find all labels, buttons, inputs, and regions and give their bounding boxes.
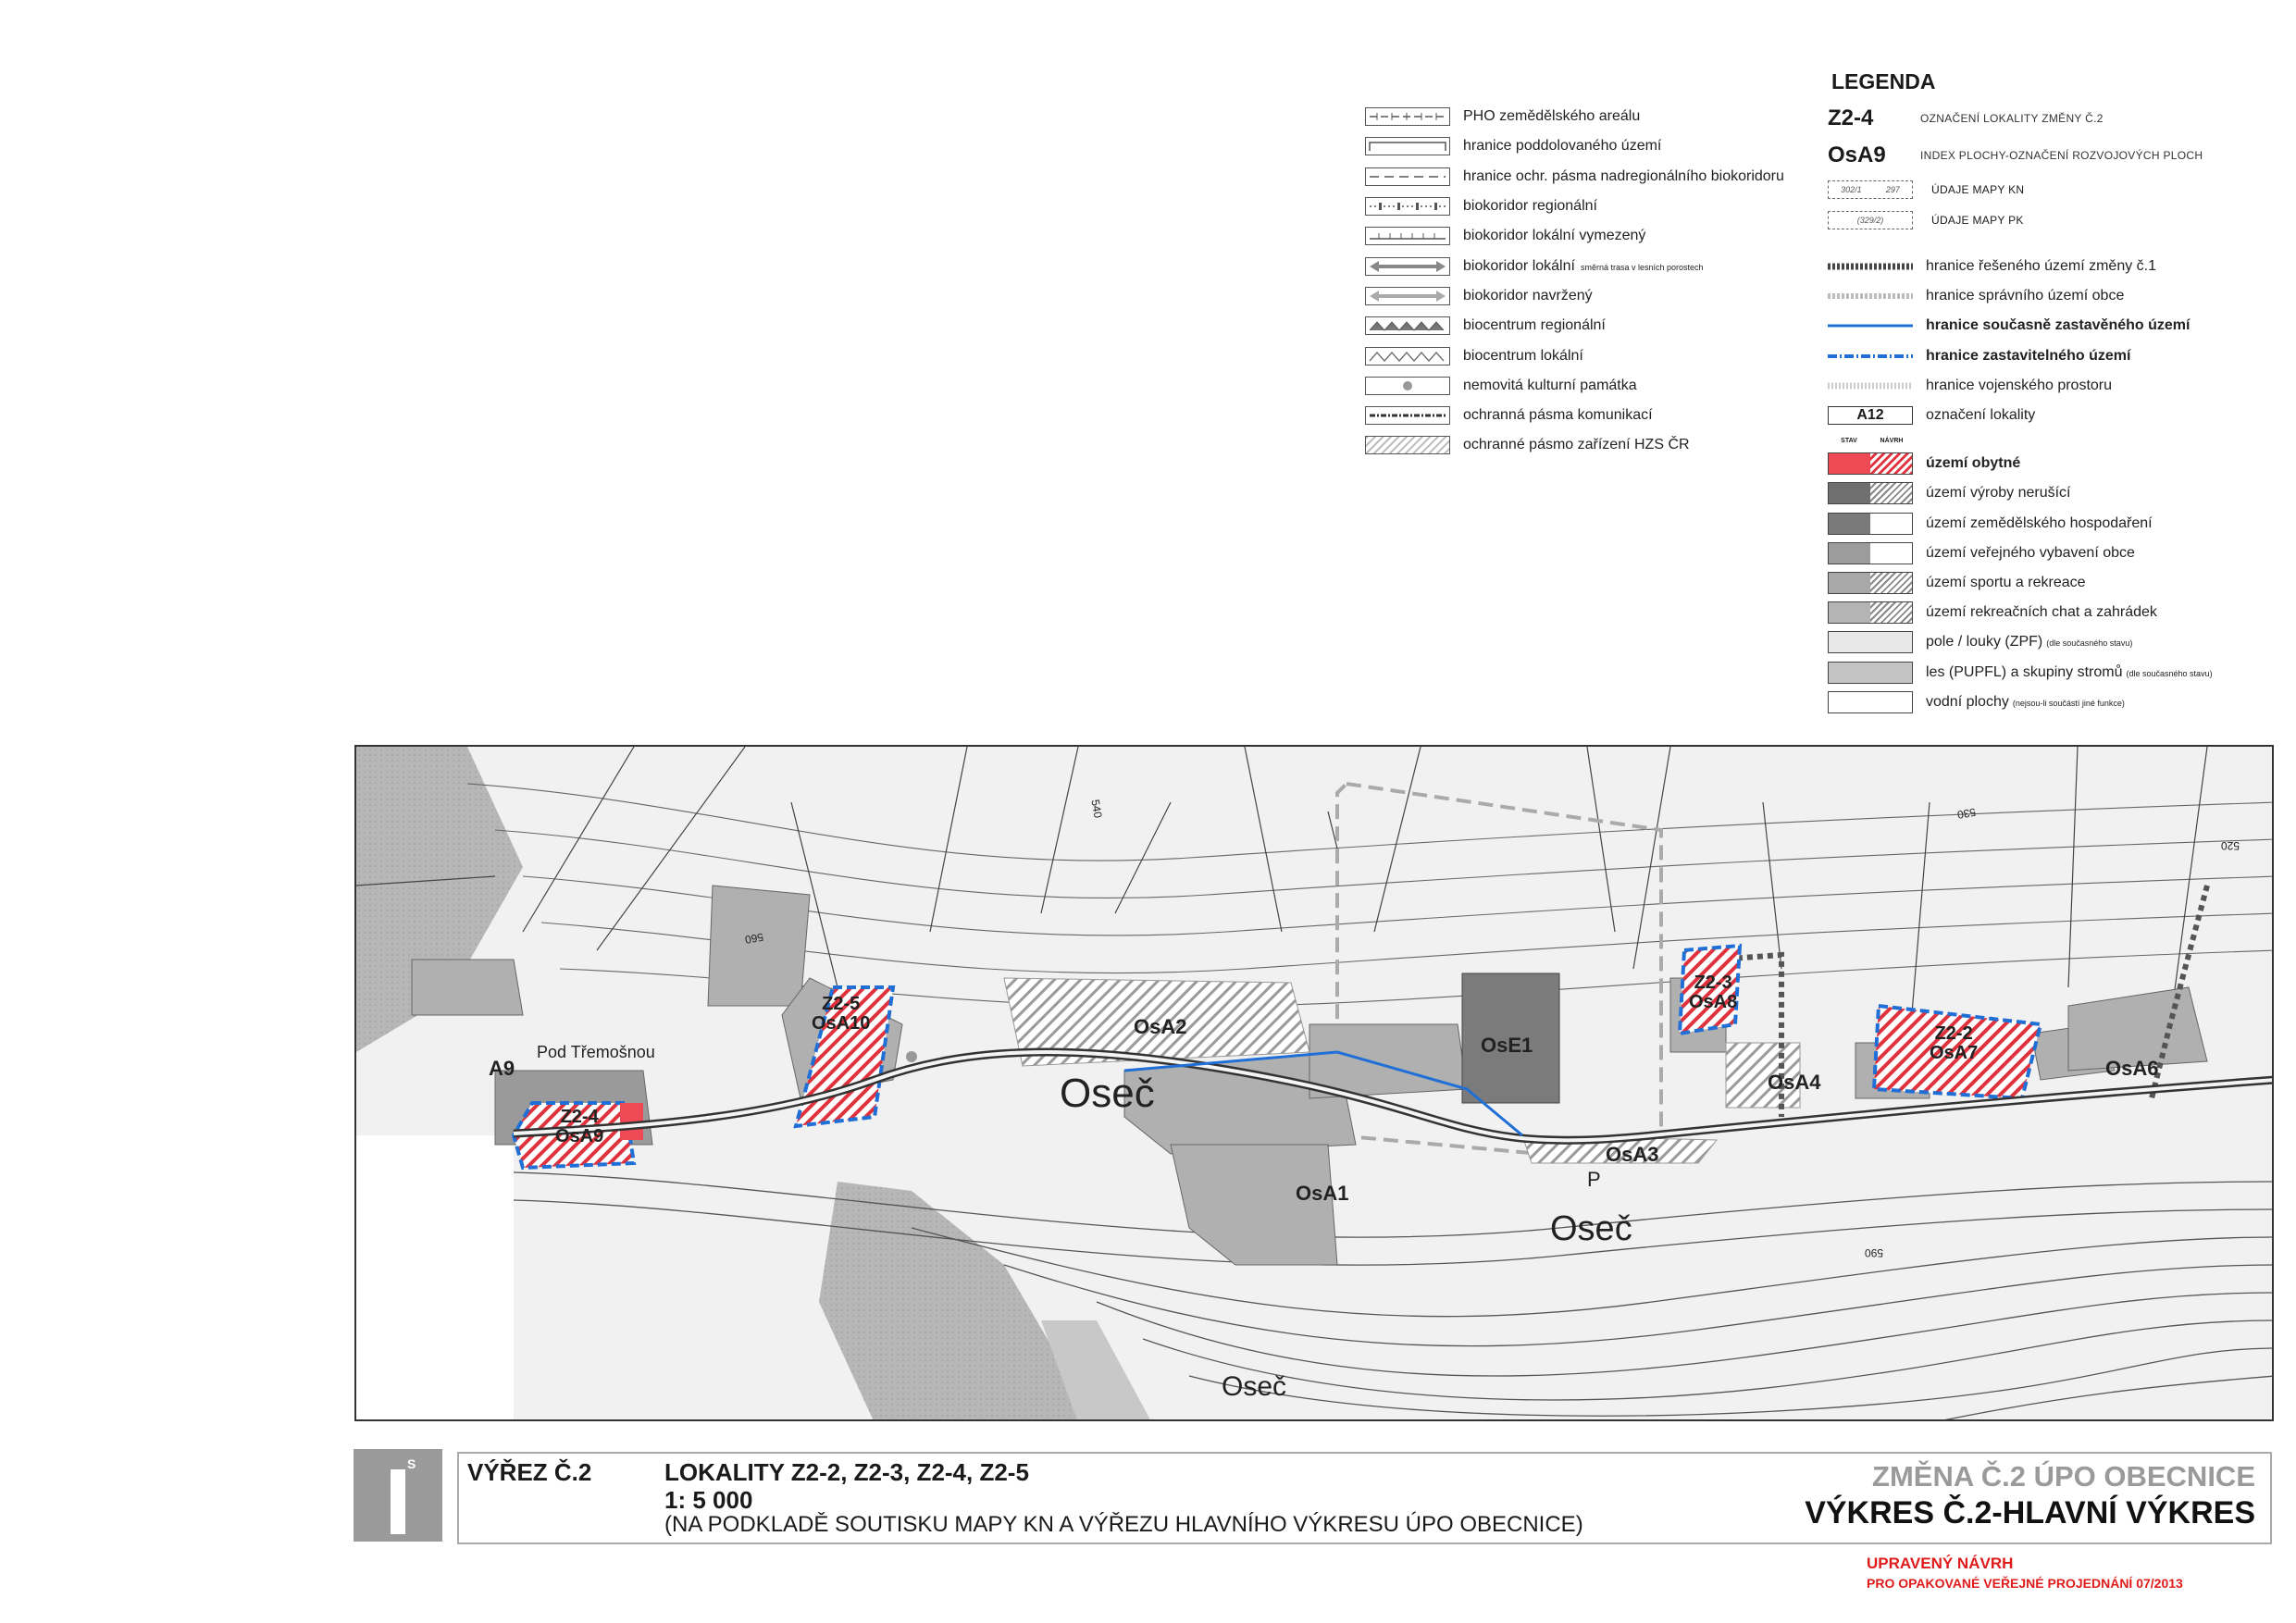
legend-code-index: OsA9: [1828, 142, 1886, 167]
swatch-navrh: [1870, 573, 1912, 593]
landuse-swatch-icon: [1828, 691, 1913, 713]
landuse-swatch-icon: [1828, 452, 1913, 475]
regional-corridor-icon: [1365, 197, 1450, 216]
road-buffer-icon: [1365, 406, 1450, 425]
blank-area: [356, 1135, 514, 1421]
local-biocentre-icon: [1365, 347, 1450, 365]
legend-boundary-item: [1828, 281, 2290, 311]
built-up-boundary-icon: [1828, 316, 1913, 335]
swatch-stav: [1829, 453, 1870, 474]
legend-left-column: [1365, 102, 1791, 461]
locality-label-osa1: OsA1: [1296, 1182, 1349, 1205]
legend-boundary-label: hranice současně zastavěného území: [1926, 317, 2191, 334]
legend-landuse-item: [1828, 688, 2290, 717]
legend-item-label: biocentrum regionální: [1463, 317, 1606, 334]
locality-label-p: P: [1587, 1168, 1601, 1191]
place-label-osec-main: Oseč: [1060, 1071, 1155, 1116]
landuse-swatch-icon: [1828, 513, 1913, 535]
change-label-z2-3[interactable]: [1689, 973, 1737, 1012]
legend-landuse-label: les (PUPFL) a skupiny stromů (dle současného stavu): [1926, 663, 2213, 680]
legend-item-label: nemovitá kulturní památka: [1463, 377, 1637, 393]
localities-title: LOKALITY Z2-2, Z2-3, Z2-4, Z2-5: [664, 1458, 1029, 1486]
contour-label: 530: [1955, 805, 1978, 822]
legend-item: [1365, 401, 1791, 430]
swatch-navrh: [1870, 543, 1912, 564]
landuse-swatch-icon: [1828, 601, 1913, 624]
legend-item-label: hranice poddolovaného území: [1463, 138, 1662, 155]
change-code: Z2-2: [1934, 1023, 1973, 1044]
landuse-swatch-icon: [1828, 662, 1913, 684]
place-label-osec-bottom: Oseč: [1222, 1371, 1287, 1402]
military-boundary-icon: [1828, 377, 1913, 395]
legend-landuse-item: [1828, 539, 2290, 568]
legend-item: [1365, 311, 1791, 341]
locality-label-osa3: OsA3: [1606, 1143, 1659, 1166]
legend-boundary-label: hranice zastavitelného území: [1926, 347, 2131, 364]
legend-code-row: [1828, 100, 2290, 137]
cutout-number: VÝŘEZ Č.2: [467, 1458, 592, 1486]
locality-label-ose1: OsE1: [1481, 1034, 1533, 1057]
drawing-title: VÝKRES Č.2-HLAVNÍ VÝKRES: [1805, 1495, 2255, 1530]
kn-parcel-a: 302/1: [1841, 184, 1862, 194]
legend-item: [1365, 131, 1791, 161]
swatch-stav: [1829, 483, 1870, 503]
change-code: Z2-5: [822, 994, 861, 1014]
legend-landuse-item: [1828, 627, 2290, 657]
map-viewport[interactable]: [354, 745, 2274, 1421]
legend-kn-row: [1828, 174, 2290, 204]
legend-boundary-label: hranice správního území obce: [1926, 288, 2125, 304]
legend-code-change: Z2-4: [1828, 105, 1874, 130]
logo-bar: [391, 1469, 405, 1534]
legend-boundary-item: [1828, 341, 2290, 371]
change-label-z2-5[interactable]: [812, 995, 870, 1034]
contour-label: 590: [1865, 1246, 1884, 1259]
monument-dot-icon: [1365, 377, 1450, 395]
change-index: OsA9: [555, 1126, 604, 1146]
legend-pk-desc: ÚDAJE MAPY PK: [1931, 213, 2024, 227]
legend-item-label: biokoridor lokální vymezený: [1463, 228, 1646, 244]
legend-title: LEGENDA: [1831, 69, 1936, 93]
legend-landuse-item: [1828, 657, 2290, 687]
swatch-stav: [1829, 602, 1870, 623]
legend-boundary-label: hranice vojenského prostoru: [1926, 377, 2113, 393]
legend-item: [1365, 162, 1791, 192]
locality-label-osa6: OsA6: [2105, 1057, 2159, 1080]
place-label-osec-south: Oseč: [1550, 1209, 1632, 1248]
swatch-stav: [1829, 573, 1870, 593]
legend-landuse-label: území výroby nerušící: [1926, 485, 2071, 502]
legend-code-change-desc: OZNAČENÍ LOKALITY ZMĚNY Č.2: [1920, 112, 2104, 125]
kn-parcel-b: 297: [1885, 184, 1900, 194]
legend-stav-navrh: [1828, 438, 2290, 449]
legend-pk-row: [1828, 204, 2290, 235]
swatch-full: [1829, 663, 1912, 683]
legend-item-label: biokoridor lokální směrná trasa v lesních porostech: [1463, 257, 1704, 274]
local-corridor-icon: [1365, 227, 1450, 245]
legend-item-label: hranice ochr. pásma nadregionálního biokoridoru: [1463, 167, 1784, 184]
change-index: OsA10: [812, 1013, 871, 1034]
navrh-label: NÁVRH: [1880, 438, 1904, 445]
locality-tag-icon: A12: [1828, 406, 1913, 425]
legend-item: [1365, 341, 1791, 370]
revision-status: UPRAVENÝ NÁVRH: [1867, 1555, 2014, 1572]
fire-rescue-buffer-icon: [1365, 436, 1450, 454]
stav-label: STAV: [1841, 438, 1857, 445]
legend-boundary-label: hranice řešeného území změny č.1: [1926, 258, 2157, 275]
legend-item-label: biokoridor navržený: [1463, 287, 1593, 304]
change-label-z2-2[interactable]: [1930, 1024, 1978, 1063]
legend-item: [1365, 371, 1791, 401]
legend-landuse-label: území zemědělského hospodaření: [1926, 514, 2153, 531]
logo: [354, 1449, 442, 1542]
document-title: ZMĚNA Č.2 ÚPO OBECNICE: [1872, 1460, 2255, 1493]
proposed-corridor-icon: [1365, 287, 1450, 305]
legend-item-label: biokoridor regionální: [1463, 198, 1597, 215]
locality-label-osa2: OsA2: [1134, 1015, 1187, 1038]
landuse-swatch-icon: [1828, 482, 1913, 504]
legend-item: [1365, 430, 1791, 460]
legend-boundary-item: [1828, 401, 2290, 430]
legend-landuse-label: území veřejného vybavení obce: [1926, 544, 2135, 561]
map-canvas: [356, 747, 2274, 1421]
swatch-navrh: [1870, 514, 1912, 534]
monument-dot-icon: [906, 1051, 917, 1062]
revision-note: PRO OPAKOVANÉ VEŘEJNÉ PROJEDNÁNÍ 07/2013: [1867, 1576, 2183, 1591]
legend-boundary-item: [1828, 252, 2290, 281]
legend-code-index-desc: INDEX PLOCHY-OZNAČENÍ ROZVOJOVÝCH PLOCH: [1920, 149, 2203, 162]
map-scale: 1: 5 000: [664, 1486, 753, 1514]
legend-boundary-item: [1828, 371, 2290, 401]
legend-landuse-note: (dle současného stavu): [2126, 668, 2213, 678]
legend-item-label: ochranné pásmo zařízení HZS ČR: [1463, 437, 1690, 453]
legend-item: [1365, 192, 1791, 221]
pho-line-icon: [1365, 107, 1450, 126]
swatch-navrh: [1870, 483, 1912, 503]
swatch-stav: [1829, 543, 1870, 564]
swatch-navrh: [1870, 602, 1912, 623]
legend-landuse-item: [1828, 449, 2290, 478]
legend-boundary-label: označení lokality: [1926, 407, 2036, 424]
logo-letter: S: [407, 1456, 416, 1471]
legend-right-column: [1828, 69, 2290, 717]
legend-landuse-label: území sportu a rekreace: [1926, 574, 2086, 590]
supraregional-corridor-buffer-icon: [1365, 167, 1450, 186]
legend-item-label: PHO zemědělského areálu: [1463, 108, 1641, 125]
locality-label-a9: A9: [489, 1057, 515, 1080]
legend-item: [1365, 102, 1791, 131]
legend-landuse-item: [1828, 598, 2290, 627]
legend-boundary-list: [1828, 252, 2290, 430]
basemap-note: (NA PODKLADĚ SOUTISKU MAPY KN A VÝŘEZU HLAVNÍHO VÝKRESU ÚPO OBECNICE): [664, 1512, 1583, 1537]
contour-label: 520: [2221, 839, 2240, 852]
legend-item-note: směrná trasa v lesních porostech: [1580, 262, 1704, 272]
swatch-full: [1829, 632, 1912, 652]
legend-landuse-note: (dle současného stavu): [2046, 638, 2133, 649]
municipal-boundary-icon: [1828, 287, 1913, 305]
legend-item: [1365, 281, 1791, 311]
legend-landuse-item: [1828, 509, 2290, 539]
legend-kn-desc: ÚDAJE MAPY KN: [1931, 182, 2025, 196]
legend-boundary-item: [1828, 311, 2290, 341]
locality-label-osa4: OsA4: [1768, 1071, 1821, 1094]
change-code: Z2-3: [1694, 973, 1732, 993]
legend-landuse-label: vodní plochy (nejsou-li součástí jiné funkce): [1926, 693, 2125, 710]
legend-landuse-item: [1828, 568, 2290, 598]
legend-code-row: [1828, 137, 2290, 174]
landuse-swatch-icon: [1828, 572, 1913, 594]
landuse-swatch-icon: [1828, 542, 1913, 564]
regional-biocentre-icon: [1365, 316, 1450, 335]
kn-parcel-icon: [1828, 180, 1913, 199]
pk-parcel-icon: [1828, 211, 1913, 229]
place-label-pod-tremosnou: Pod Třemošnou: [537, 1043, 655, 1061]
change-label-z2-4[interactable]: [555, 1108, 603, 1146]
legend-item-label: biocentrum lokální: [1463, 347, 1583, 364]
buildable-boundary-icon: [1828, 347, 1913, 365]
legend-landuse-item: [1828, 478, 2290, 508]
legend-landuse-label: území obytné: [1926, 455, 2021, 472]
change-code: Z2-4: [560, 1107, 599, 1127]
legend-item-label: ochranná pásma komunikací: [1463, 407, 1653, 424]
change-index: OsA8: [1689, 992, 1738, 1012]
swatch-navrh: [1870, 453, 1912, 474]
change-index: OsA7: [1930, 1043, 1979, 1063]
landuse-swatch-icon: [1828, 631, 1913, 653]
legend-landuse-label: území rekreačních chat a zahrádek: [1926, 604, 2157, 621]
swatch-stav: [1829, 514, 1870, 534]
contour-label: 560: [743, 930, 765, 947]
legend-landuse-list: [1828, 449, 2290, 717]
pk-parcel-a: (329/2): [1856, 215, 1884, 225]
contour-label: 540: [1088, 798, 1105, 820]
local-corridor-direction-icon: [1365, 257, 1450, 276]
legend-landuse-note: (nejsou-li součástí jiné funkce): [2012, 698, 2125, 708]
swatch-full: [1829, 692, 1912, 712]
undermined-boundary-icon: [1365, 137, 1450, 155]
change-area-boundary-icon: [1828, 257, 1913, 276]
legend-item: [1365, 251, 1791, 280]
legend-item: [1365, 221, 1791, 251]
legend-landuse-label: pole / louky (ZPF) (dle současného stavu): [1926, 634, 2133, 650]
